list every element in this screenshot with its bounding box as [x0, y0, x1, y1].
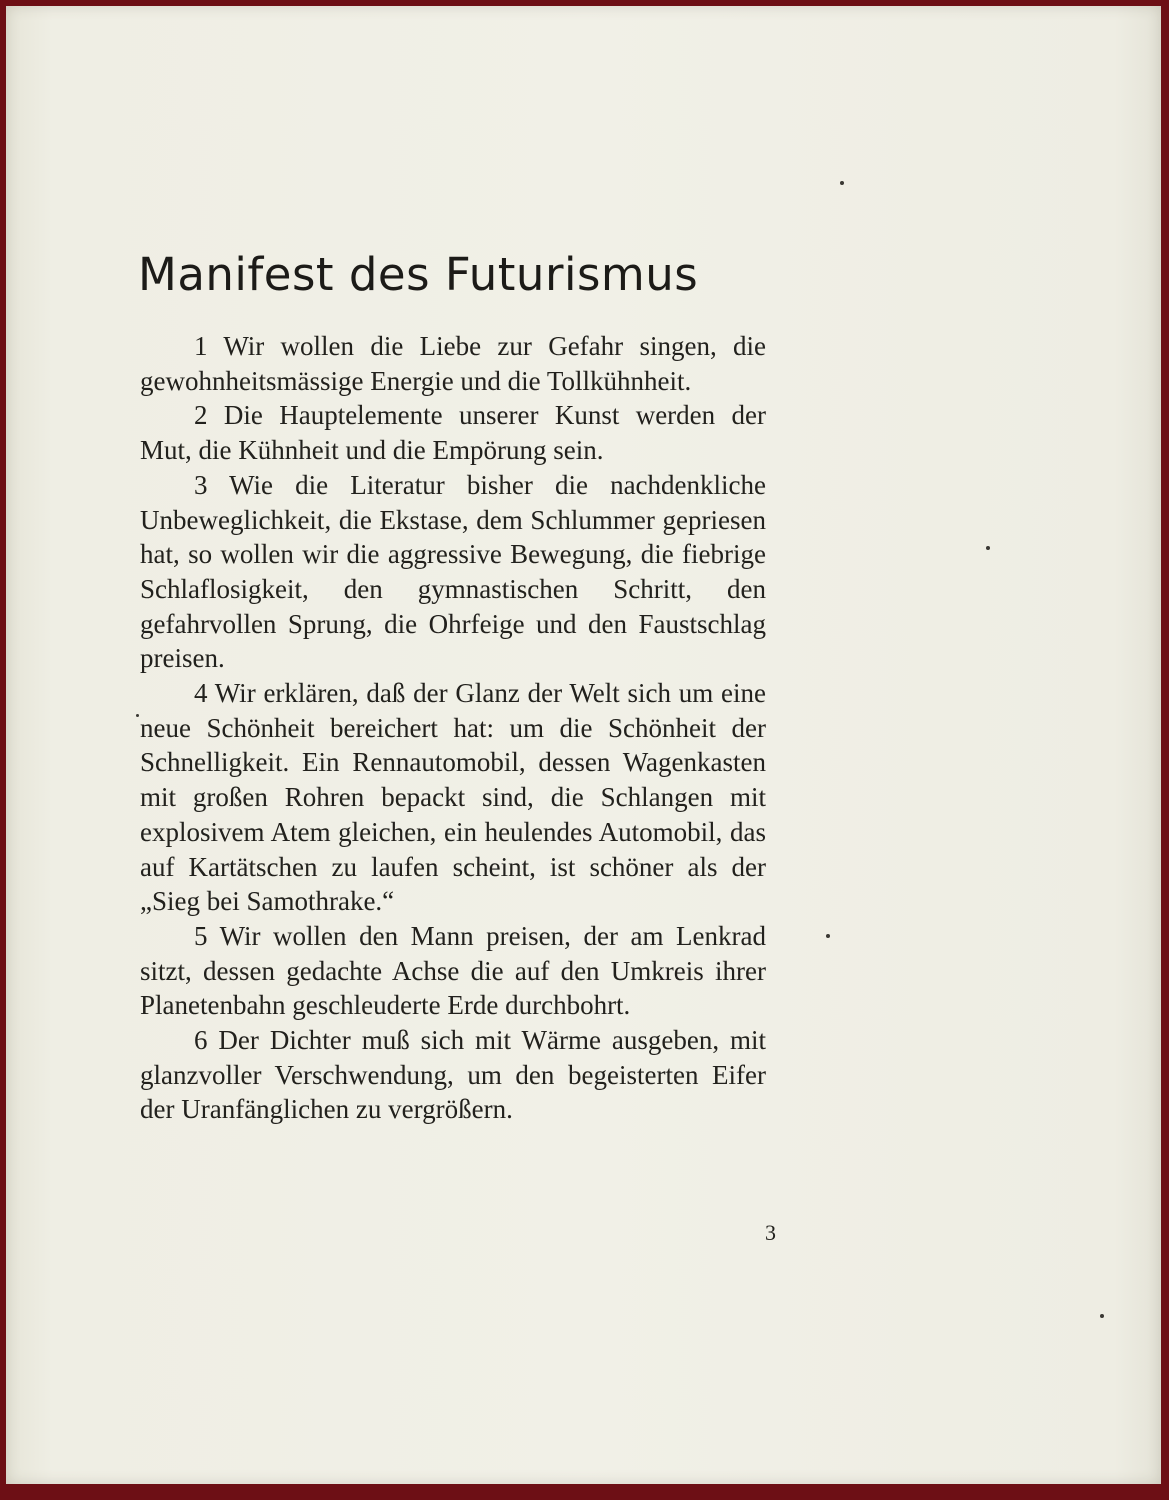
paper-speck: [986, 546, 990, 550]
paper-speck: [840, 181, 844, 185]
manifesto-point: 6 Der Dichter muß sich mit Wärme ausgeben, mit glanzvoller Verschwendung, um den begeisterten Eifer der Uranfänglichen zu vergrößern.: [140, 1025, 766, 1125]
manifesto-body: [140, 329, 766, 1127]
paper-speck: [1100, 1314, 1104, 1318]
paper-speck: [826, 934, 830, 938]
manifesto-point: 3 Wie die Literatur bisher die nachdenkliche Unbeweglichkeit, die Ekstase, dem Schlummer gepriesen hat, so wollen wir die aggressive Bewegung, die fiebrige Schlaflosigkeit, den gymnastischen Schritt, den gefahrvollen Sprung, die Ohrfeige und den Faustschlag preisen.: [140, 469, 766, 674]
manifesto-point: 5 Wir wollen den Mann preisen, der am Lenkrad sitzt, dessen gedachte Achse die auf den Umkreis ihrer Planetenbahn geschleuderte Erde durchbohrt.: [140, 920, 766, 1021]
manifesto-point: 1 Wir wollen die Liebe zur Gefahr singen, die gewohnheitsmässige Energie und die Tollkühnheit.: [140, 331, 766, 396]
manifesto-point: 4 Wir erklären, daß der Glanz der Welt sich um eine neue Schönheit bereichert hat: um die Schönheit der Schnelligkeit. Ein Rennautomobil, dessen Wagenkasten mit großen Rohren bepackt sind, die Schlangen mit explosivem Atem gleichen, ein heulendes Automobil, das auf Kartätschen zu laufen scheint, ist schöner als der „Sieg bei Samothrake.“: [140, 678, 766, 917]
page-number: 3: [765, 1220, 776, 1245]
paper-speck: [136, 714, 139, 717]
manifesto-point: 2 Die Hauptelemente unserer Kunst werden der Mut, die Kühnheit und die Empörung sein.: [140, 400, 766, 466]
page-title: Manifest des Futurismus: [138, 248, 699, 301]
